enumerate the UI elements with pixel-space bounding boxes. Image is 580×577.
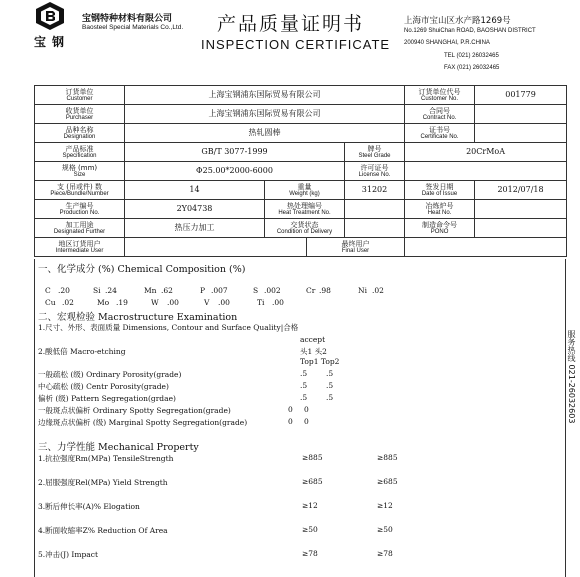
label-piece: 支 (吊或件) 数 Piece/Bundle/Number xyxy=(35,181,125,200)
label-contract-no: 合同号 Contract No. xyxy=(405,105,475,124)
value-contract-no xyxy=(475,105,567,124)
mech-section-title: 三、力学性能 Mechanical Property xyxy=(38,442,199,453)
mech-row-value: ≥78 xyxy=(377,549,393,558)
value-license-no xyxy=(405,162,567,181)
label-designated-further: 加工用途 Designated Further xyxy=(35,219,125,238)
chem-element: S xyxy=(253,286,259,295)
mech-row-value: ≥50 xyxy=(377,525,393,534)
certificate-title-en: INSPECTION CERTIFICATE xyxy=(201,37,391,52)
chem-element: Mo xyxy=(97,298,110,307)
label-delivery-condition: 交货状态 Condition of Delivery xyxy=(265,219,345,238)
value-weight: 31202 xyxy=(345,181,405,200)
label-final-user: 最终用户 Final User xyxy=(307,238,405,257)
chem-element: Mn xyxy=(144,286,157,295)
label-customer-no: 订货单位代号 Customer No. xyxy=(405,86,475,105)
chem-value: .007 xyxy=(211,286,228,295)
label-heat-treatment-no: 热处理编号 Heat Treatment No. xyxy=(265,200,345,219)
row-specification xyxy=(35,143,567,162)
chem-value: .19 xyxy=(116,298,128,307)
row-customer xyxy=(35,86,567,105)
macro-row-v2: 0 xyxy=(304,405,309,414)
chem-element: C xyxy=(45,286,51,295)
value-steel-grade: 20CrMoA xyxy=(405,143,567,162)
mech-row-value: ≥685 xyxy=(377,477,398,486)
macro-row-label: 一般疏松 (级) Ordinary Porosity(grade) xyxy=(38,370,182,379)
macro-row-v1: .5 xyxy=(300,393,308,402)
certificate-info-table xyxy=(34,85,567,257)
address-en-line1: No.1269 ShuiChan ROAD, BAOSHAN DISTRICT xyxy=(404,28,536,34)
row-users xyxy=(35,238,567,257)
company-name-en: Baosteel Special Materials Co.,Ltd. xyxy=(82,24,184,31)
label-license-no: 许可证号 License No. xyxy=(345,162,405,181)
label-heat-no: 冶炼炉号 Heat No. xyxy=(405,200,475,219)
address-cn: 上海市宝山区水产路1269号 xyxy=(404,16,511,26)
baosteel-logo-icon xyxy=(34,1,66,31)
macro-row-label: 中心疏松 (级) Centr Porosity(grade) xyxy=(38,382,169,391)
value-final-user xyxy=(405,238,567,257)
macro-accept: accept xyxy=(300,335,326,344)
mech-row-label: 5.冲击(J) Impact xyxy=(38,550,98,559)
row-purchaser xyxy=(35,105,567,124)
chem-value: .00 xyxy=(167,298,179,307)
row-size xyxy=(35,162,567,181)
mech-row-label: 3.断后伸长率(A)% Elogation xyxy=(38,502,140,511)
macro-row-label: 一般斑点状偏析 Ordinary Spotty Segregation(grade) xyxy=(38,406,231,415)
chem-value: .20 xyxy=(58,286,70,295)
label-intermediate-user: 地区订货用户 Intermediate User xyxy=(35,238,125,257)
macro-row-v1: .5 xyxy=(300,369,308,378)
value-designated-further: 热压力加工 xyxy=(125,219,265,238)
macro-row-label: 偏析 (级) Pattern Segregation(grdae) xyxy=(38,394,176,403)
chem-value: .98 xyxy=(319,286,331,295)
mech-row-label: 1.抗拉强度Rm(MPa) TensileStrength xyxy=(38,454,174,463)
macro-row-v2: 0 xyxy=(304,417,309,426)
fax-number: FAX (021) 26032465 xyxy=(444,65,500,71)
certificate-title-cn: 产品质量证明书 xyxy=(217,13,365,35)
macro-row-v2: .5 xyxy=(326,369,334,378)
label-customer: 订货单位 Customer xyxy=(35,86,125,105)
chem-element: Cr xyxy=(306,286,316,295)
chem-value: .02 xyxy=(372,286,384,295)
macro-row-v2: .5 xyxy=(326,381,334,390)
macro-row-v2: .5 xyxy=(326,393,334,402)
label-date-of-issue: 签发日期 Date of Issue xyxy=(405,181,475,200)
row-piece xyxy=(35,181,567,200)
chem-element: Cu xyxy=(45,298,56,307)
service-hotline: 服务热线 021-26032603 xyxy=(567,330,576,424)
label-certificate-no: 证书号 Certificate No. xyxy=(405,124,475,143)
macro-row-v1: 0 xyxy=(288,405,293,414)
label-weight: 重量 Weight (kg) xyxy=(265,181,345,200)
chem-element: W xyxy=(151,298,159,307)
chem-element: V xyxy=(204,298,210,307)
address-en-line2: 200940 SHANGHAI, P.R.CHINA xyxy=(404,40,490,46)
row-production xyxy=(35,200,567,219)
chem-element: Si xyxy=(93,286,101,295)
value-customer-no: 001779 xyxy=(475,86,567,105)
label-steel-grade: 牌号 Steel Grade xyxy=(345,143,405,162)
macro-etching-label: 2.酸低倍 Macro-etching xyxy=(38,347,126,356)
mech-row-value: ≥12 xyxy=(377,501,393,510)
chem-element: Ni xyxy=(358,286,367,295)
macro-section-title: 二、宏观检验 Macrostructure Examination xyxy=(38,312,238,323)
value-intermediate-user xyxy=(125,238,307,257)
macro-head-cn: 头1 头2 xyxy=(300,347,327,356)
value-customer: 上海宝钢浦东国际贸易有限公司 xyxy=(125,86,405,105)
chem-value: .62 xyxy=(161,286,173,295)
value-size: Φ25.00*2000-6000 xyxy=(125,162,345,181)
chem-value: .24 xyxy=(105,286,117,295)
chem-value: .02 xyxy=(62,298,74,307)
chem-element: P xyxy=(200,286,206,295)
value-designation: 热轧圆棒 xyxy=(125,124,405,143)
macro-row-v1: 0 xyxy=(288,417,293,426)
value-date-of-issue: 2012/07/18 xyxy=(475,181,567,200)
value-delivery-condition xyxy=(345,219,405,238)
value-purchaser: 上海宝钢浦东国际贸易有限公司 xyxy=(125,105,405,124)
mech-row-spec: ≥50 xyxy=(302,525,318,534)
macro-head-en: Top1 Top2 xyxy=(300,357,340,366)
chem-value: .00 xyxy=(272,298,284,307)
macro-row-v1: .5 xyxy=(300,381,308,390)
value-heat-no xyxy=(475,200,567,219)
mech-row-spec: ≥885 xyxy=(302,453,323,462)
macro-row-label: 边缘斑点状偏析 (级) Marginal Spotty Segregation(grade) xyxy=(38,418,248,427)
value-production-no: 2Y04738 xyxy=(125,200,265,219)
mech-row-value: ≥885 xyxy=(377,453,398,462)
row-designated-further xyxy=(35,219,567,238)
label-purchaser: 收货单位 Purchaser xyxy=(35,105,125,124)
company-name-cn: 宝钢特种材料有限公司 xyxy=(82,14,173,24)
chem-element: Ti xyxy=(257,298,265,307)
value-heat-treatment-no xyxy=(345,200,405,219)
row-designation xyxy=(35,124,567,143)
chem-section-title: 一、化学成分 (%) Chemical Composition (%) xyxy=(38,264,246,275)
label-size: 规格 (mm) Size xyxy=(35,162,125,181)
mech-row-spec: ≥685 xyxy=(302,477,323,486)
value-pono xyxy=(475,219,567,238)
label-specification: 产品标准 Specification xyxy=(35,143,125,162)
value-piece: 14 xyxy=(125,181,265,200)
chem-value: .002 xyxy=(264,286,281,295)
tel-number: TEL (021) 26032465 xyxy=(444,53,499,59)
mech-row-spec: ≥78 xyxy=(302,549,318,558)
company-short-name: 宝钢 xyxy=(34,35,71,49)
value-specification: GB/T 3077-1999 xyxy=(125,143,345,162)
mech-row-spec: ≥12 xyxy=(302,501,318,510)
label-designation: 品种名称 Designation xyxy=(35,124,125,143)
chem-value: .00 xyxy=(218,298,230,307)
mech-row-label: 4.断面收缩率Z% Reduction Of Area xyxy=(38,526,168,535)
macro-dimensions-line: 1.尺寸、外形、表面质量 Dimensions, Contour and Surface Quality|合格 xyxy=(38,323,299,332)
value-certificate-no xyxy=(475,124,567,143)
mech-row-label: 2.屈服强度Rel(MPa) Yield Strength xyxy=(38,478,168,487)
label-production-no: 生产编号 Production No. xyxy=(35,200,125,219)
label-pono: 制造命令号 PONO xyxy=(405,219,475,238)
